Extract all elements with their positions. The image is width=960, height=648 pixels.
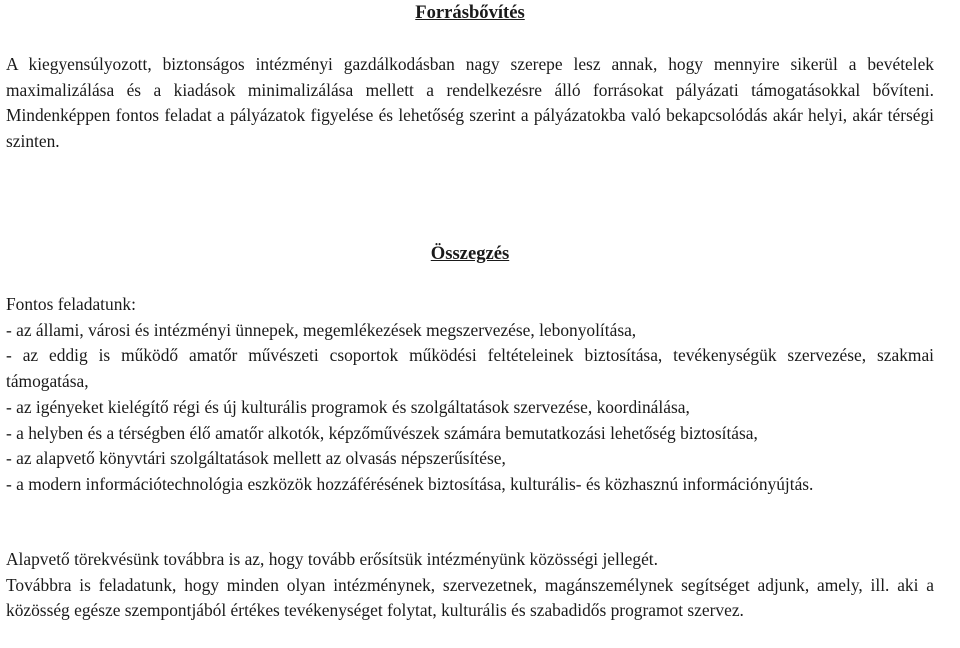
task-item: - a modern információtechnológia eszközök hozzáférésének biztosítása, kulturális- és közhasznú információnyújtás.	[6, 473, 814, 494]
section-title-forrasbovites: Forrásbővítés	[415, 2, 525, 23]
task-item: - az eddig is működő amatőr művészeti csoportok működési feltételeinek biztosítása, tevékenységük szervezése, szakmai támogatása,	[6, 345, 934, 392]
task-item: - az állami, városi és intézményi ünnepek, megemlékezések megszervezése, lebonyolítása,	[6, 319, 637, 340]
section-title-osszegzes: Összegzés	[430, 243, 510, 264]
tasks-block	[6, 292, 934, 498]
tasks-intro: Fontos feladatunk:	[6, 294, 136, 314]
task-item: - az igényeket kielégítő régi és új kulturális programok és szolgáltatások szervezése, koordinálása,	[6, 396, 690, 417]
closing-block	[6, 547, 934, 624]
task-item: - a helyben és a térségben élő amatőr alkotók, képzőművészek számára bemutatkozási lehetőség biztosítása,	[6, 422, 758, 443]
forrasbovites-paragraph: A kiegyensúlyozott, biztonságos intézményi gazdálkodásban nagy szerepe lesz annak, hogy mennyire sikerül a bevételek maximalizálása és a kiadások minimalizálása mellett a rendelkezésre álló forrásokat pályázati támogatásokkal bővíteni. Mindenképpen fontos feladat a pályázatok figyelése és lehetőség szerint a pályázatokba való bekapcsolódás akár helyi, akár térségi szinten.	[6, 54, 934, 152]
closing-paragraph: Továbbra is feladatunk, hogy minden olyan intézménynek, szervezetnek, magánszemélynek segítséget adjunk, amely, ill. aki a közösség egésze szempontjából értékes tevékenységet folytat, kulturális és szabadidős programot szervez.	[6, 574, 934, 621]
closing-sentence: Alapvető törekvésünk továbbra is az, hogy tovább erősítsük intézményünk közösségi jellegét.	[6, 549, 658, 569]
task-item: - az alapvető könyvtári szolgáltatások mellett az olvasás népszerűsítése,	[6, 448, 506, 469]
